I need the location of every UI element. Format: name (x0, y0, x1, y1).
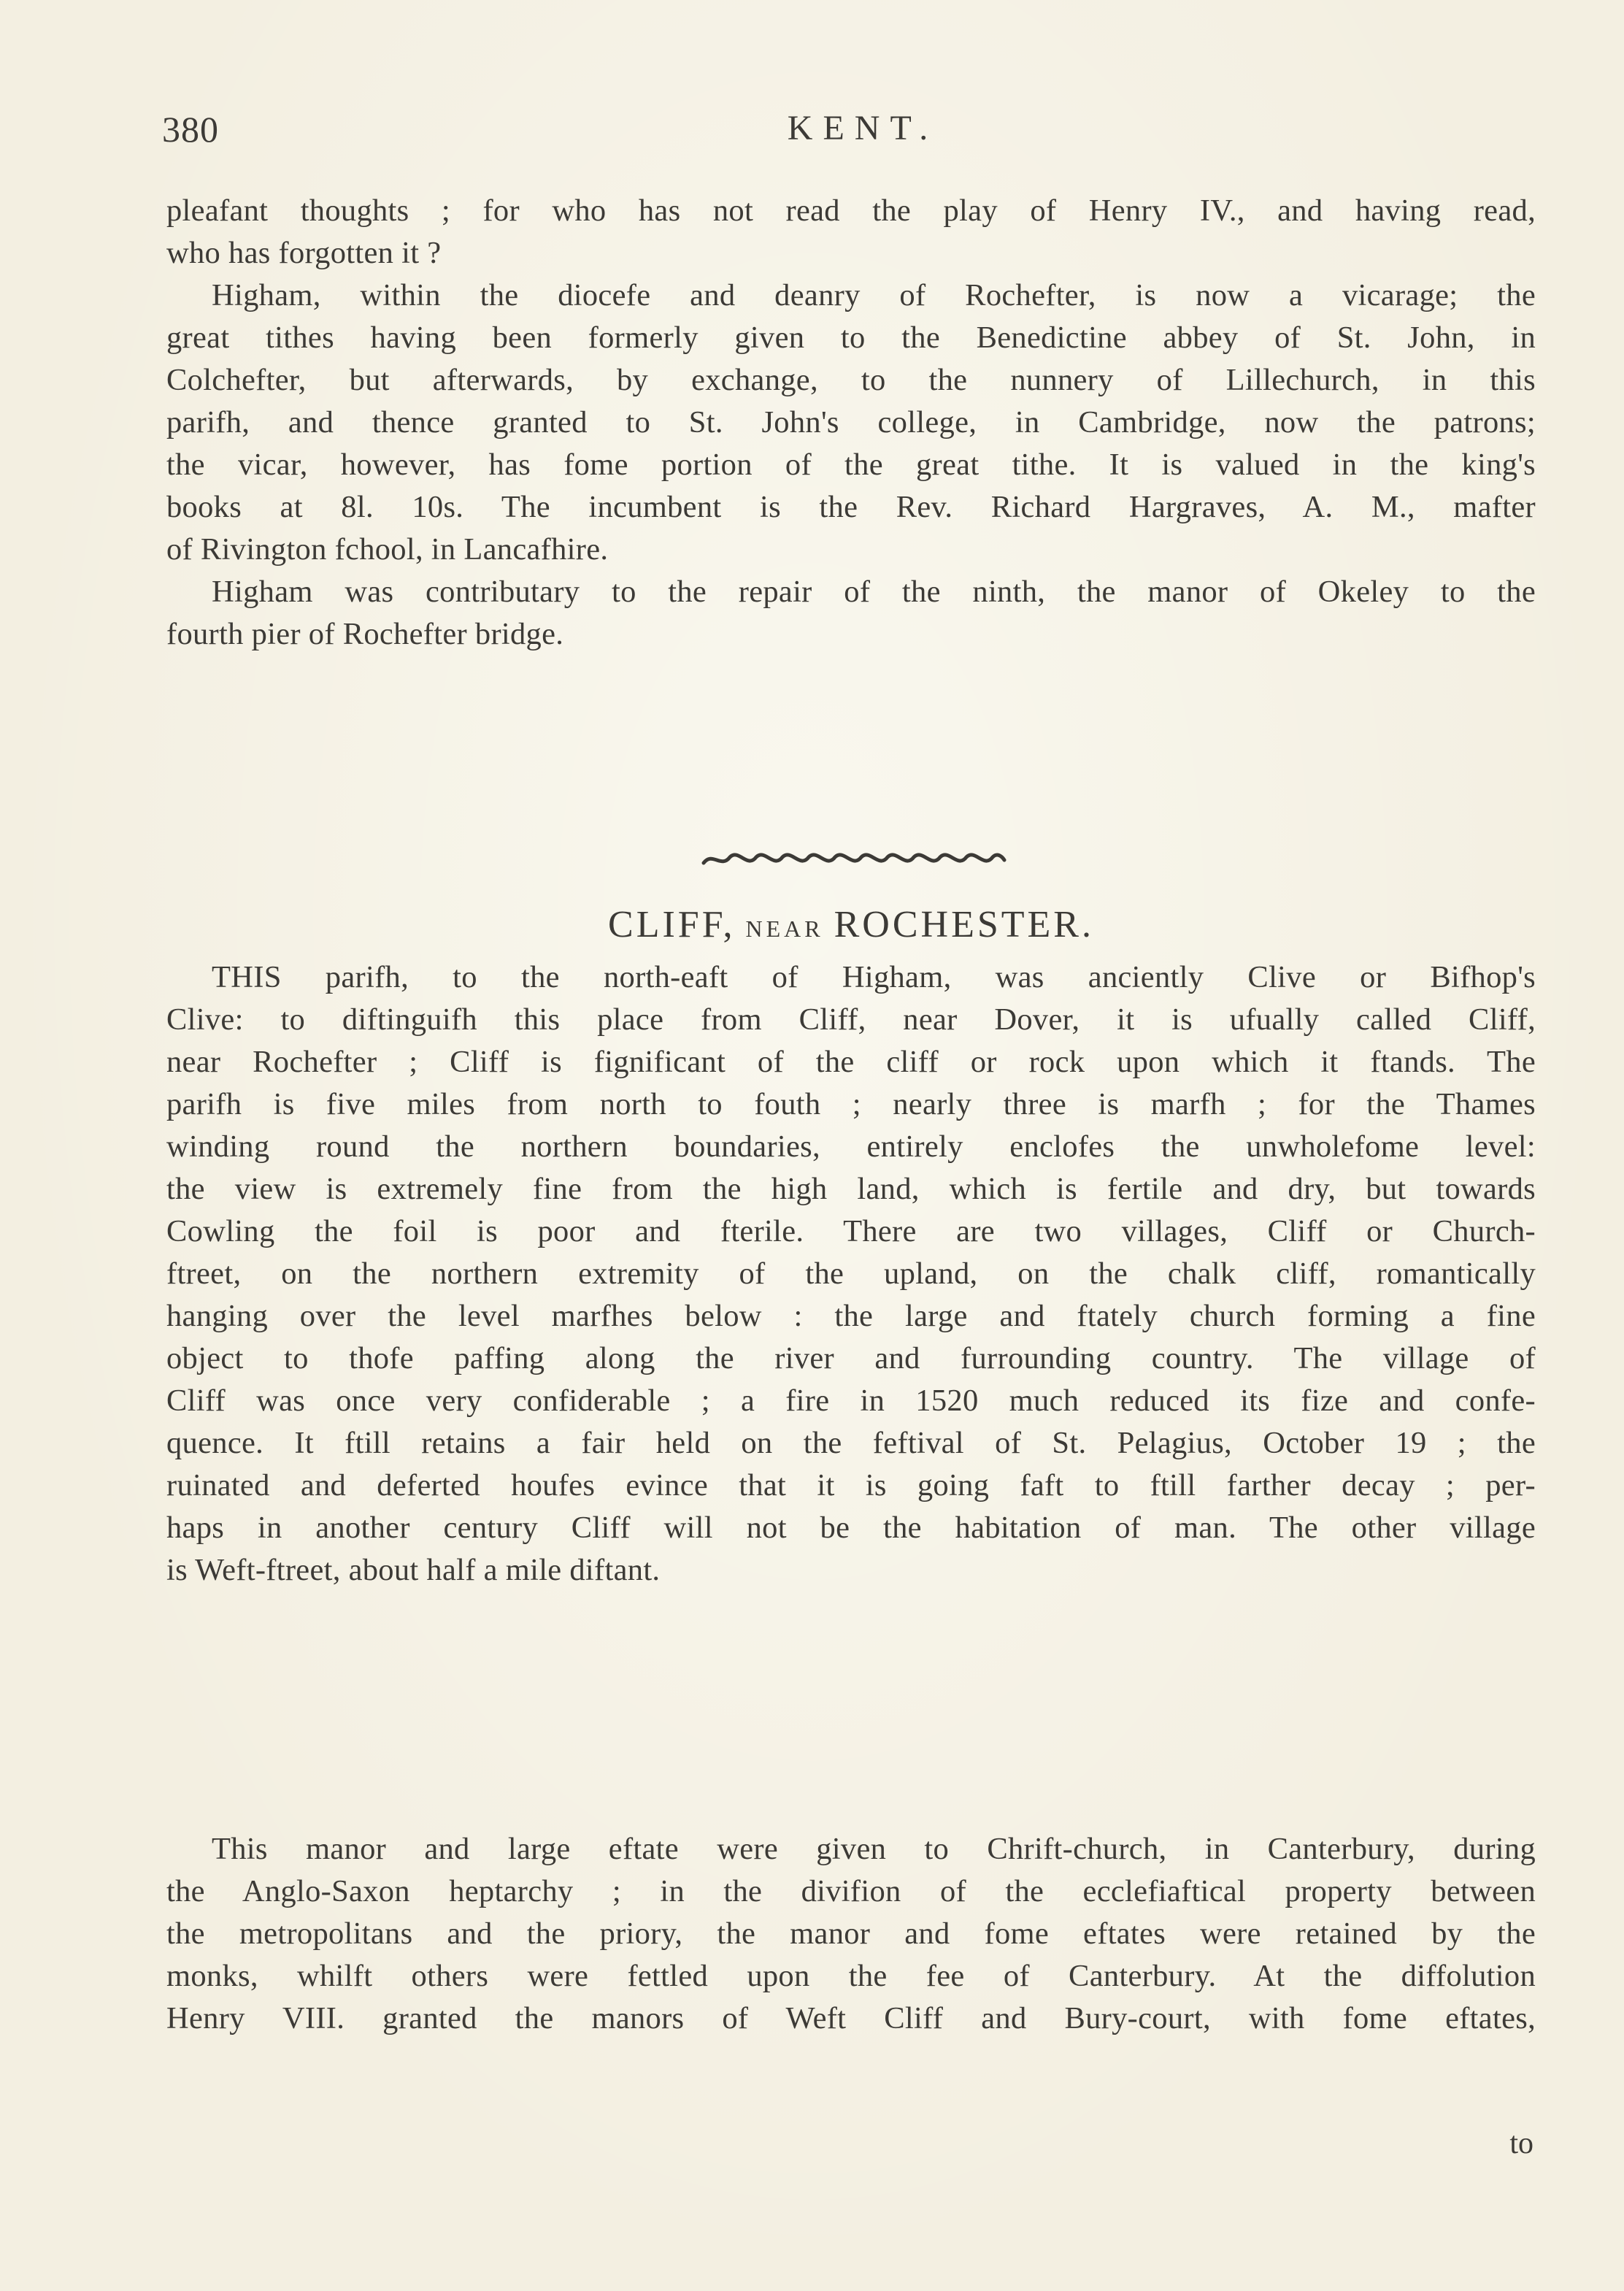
heading-place: CLIFF, (608, 904, 736, 945)
page-number: 380 (162, 109, 219, 150)
text-line: Cliff was once very confiderable ; a fire in 1520 much reduced its fize and confe- (166, 1384, 1536, 1418)
text-line: ruinated and deferted houfes evince that it is going faft to ftill farther decay ; per- (166, 1468, 1536, 1503)
text-line: who has forgotten it ? (166, 236, 442, 270)
text-line: parifh, and thence granted to St. John's college, in Cambridge, now the patrons; (166, 405, 1536, 440)
text-line: This manor and large eftate were given to Chrift-church, in Canterbury, during (212, 1832, 1536, 1866)
text-line: monks, whilft others were fettled upon the fee of Canterbury. At the diffolution (166, 1959, 1536, 1993)
running-title: KENT. (787, 109, 939, 147)
running-head (162, 108, 1534, 159)
text-line: the metropolitans and the priory, the manor and fome eftates were retained by the (166, 1916, 1536, 1951)
text-line: Clive: to diftinguifh this place from Cliff, near Dover, it is ufually called Cliff, (166, 1002, 1536, 1037)
text-line: THIS parifh, to the north-eaft of Higham, was anciently Clive or Bifhop's (212, 960, 1536, 994)
text-line: ftreet, on the northern extremity of the upland, on the chalk cliff, romantically (166, 1256, 1536, 1291)
catchword: to (1509, 2127, 1533, 2160)
text-line: Colchefter, but afterwards, by exchange, to the nunnery of Lillechurch, in this (166, 363, 1536, 397)
text-line: pleafant thoughts ; for who has not read the play of Henry IV., and having read, (166, 193, 1536, 228)
text-line: Higham was contributary to the repair of the ninth, the manor of Okeley to the (212, 575, 1536, 609)
text-line: books at 8l. 10s. The incumbent is the Rev. Richard Hargraves, A. M., mafter (166, 490, 1536, 524)
text-line: Higham, within the diocefe and deanry of Rochefter, is now a vicarage; the (212, 278, 1536, 312)
text-line: haps in another century Cliff will not be the habitation of man. The other village (166, 1511, 1536, 1545)
text-line: near Rochefter ; Cliff is fignificant of the cliff or rock upon which it ftands. The (166, 1045, 1536, 1079)
paragraph-manor (166, 1828, 1536, 2040)
text-line: the view is extremely fine from the high land, which is fertile and dry, but towards (166, 1172, 1536, 1206)
text-line: great tithes having been formerly given to the Benedictine abbey of St. John, in (166, 321, 1536, 355)
text-line: quence. It ftill retains a fair held on the feftival of St. Pelagius, October 19 ; the (166, 1426, 1536, 1460)
paragraphs-higham (166, 190, 1536, 656)
text-line: Cowling the foil is poor and fterile. There are two villages, Cliff or Church- (166, 1214, 1536, 1248)
heading-town: ROCHESTER. (834, 904, 1094, 945)
ornament-rule (701, 847, 1007, 873)
section-heading (166, 899, 1536, 951)
text-line: the vicar, however, has fome portion of the great tithe. It is valued in the king's (166, 448, 1536, 482)
text-line: fourth pier of Rochefter bridge. (166, 617, 564, 651)
text-line: parifh is five miles from north to fouth ; nearly three is marfh ; for the Thames (166, 1087, 1536, 1121)
text-line: winding round the northern boundaries, entirely enclofes the unwholefome level: (166, 1129, 1536, 1164)
text-line: object to thofe paffing along the river and furrounding country. The village of (166, 1341, 1536, 1375)
text-line: Henry VIII. granted the manors of Weft Cliff and Bury-court, with fome eftates, (166, 2001, 1536, 2035)
heading-near: NEAR (745, 916, 824, 942)
paragraph-cliff (166, 956, 1536, 1592)
text-line: hanging over the level marfhes below : the large and ftately church forming a fine (166, 1299, 1536, 1333)
text-line: the Anglo-Saxon heptarchy ; in the divifion of the ecclefiaftical property between (166, 1874, 1536, 1908)
text-line: of Rivington fchool, in Lancafhire. (166, 532, 609, 567)
text-line: is Weft-ftreet, about half a mile diftant. (166, 1553, 661, 1587)
